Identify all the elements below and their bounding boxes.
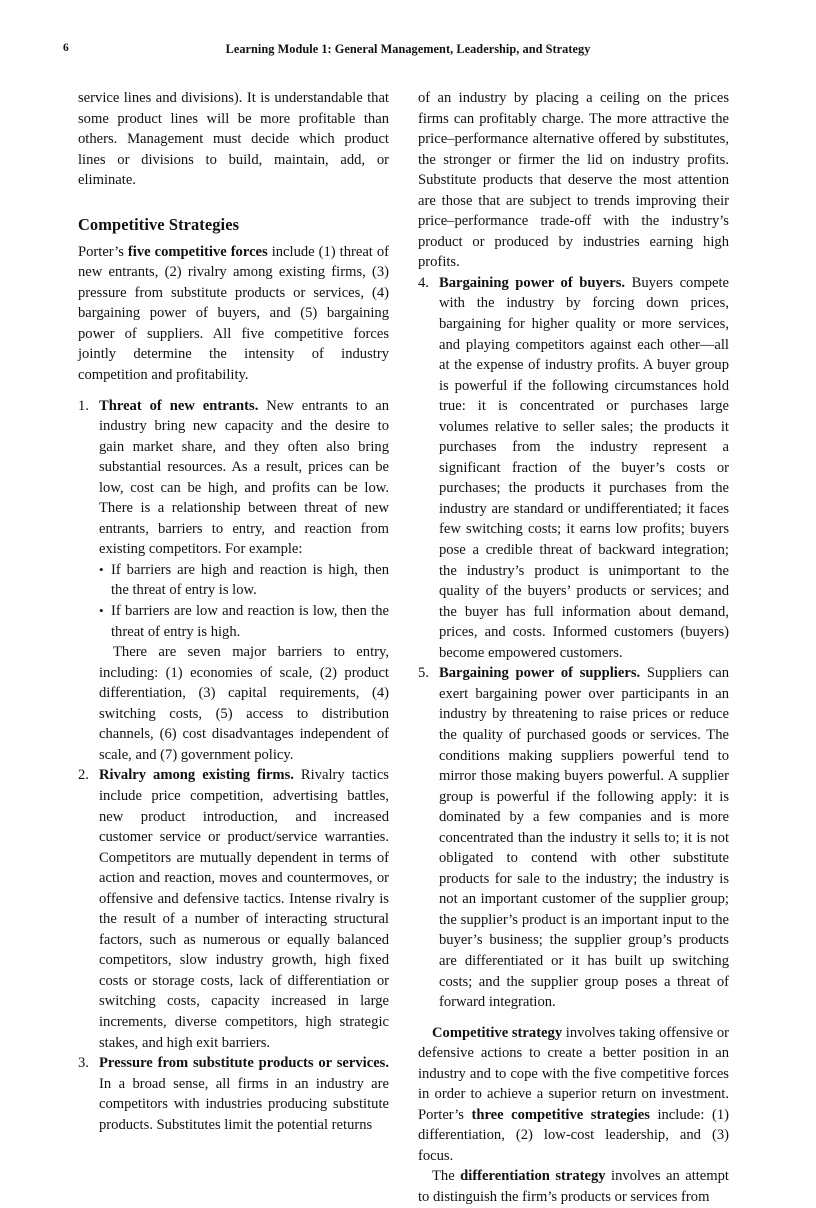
right-column [418, 88, 729, 1208]
bullet-icon: • [99, 603, 104, 619]
intro-bold-term: five competitive forces [127, 243, 268, 260]
running-head [63, 42, 753, 60]
list-item-body: Buyers compete with the industry by forcing down prices, bargaining for higher quality or more services, and playing competitors against each other—all at the expense of industry profits. A buyer group is powerful if the following circumstances hold true: it is concentrated or purchases large volumes relative to seller sales; the products it purchases from the industry represent a significant fraction of the buyer’s costs or purchases; the products it purchases from the industry are standard or undifferentiated; it faces few switching costs; it earns low profits; buyers pose a credible threat of backward integration; the industry’s product is unimportant to the quality of the buyers’ products or services; and the buyer has full information about demand, prices, and costs. Informed customers (buyers) become empowered customers. [439, 274, 729, 661]
list-item-number: 2. [78, 767, 89, 784]
list-item-text [439, 663, 729, 1012]
list-item-number: 3. [78, 1055, 89, 1072]
list-item-number: 5. [418, 665, 429, 682]
intro-paragraph [78, 242, 389, 386]
left-column [78, 88, 389, 1135]
running-head-title: Learning Module 1: General Management, Leadership, and Strategy [225, 42, 591, 56]
differentiation-term: differentiation strategy [460, 1168, 606, 1185]
list-item-text [99, 765, 389, 1053]
list-item-number: 4. [418, 274, 429, 291]
list-item-term: Threat of new entrants. [99, 397, 259, 414]
list-item-body: Rivalry tactics include price competition, advertising battles, new product introduction, and increased customer service or product/service warranties. Competitors are mutually dependent in terms of action and reaction, moves and countermoves, or offensive and defensive tactics. Intense rivalry is the result of a number of interacting structural factors, such as numerous or equally balanced competitors, slow industry growth, high fixed costs or storage costs, lack of differentiation or switching costs, capacity increased in large increments, diverse competitors, high strategic stakes, and high exit barriers. [99, 767, 389, 1051]
differentiation-text-a: The [432, 1168, 461, 1185]
list-item [418, 663, 729, 1012]
list-item-number: 1. [78, 397, 89, 414]
competitive-strategy-text-b: include: (1) differentiation, (2) low-cost leadership, and (3) focus. [418, 1106, 729, 1164]
list-item-body: Suppliers can exert bargaining power over participants in an industry by threatening to raise prices or reduce the quality of purchased goods or services. The conditions making suppliers powerful tend to mirror those making buyers powerful. A supplier group is powerful if the following apply: it is dominated by a few companies and is more concentrated than the industry it sells to; it is not obligated to contend with other substitute products for sale to the industry; the industry is not an important customer of the supplier group; the supplier’s product is an important input to the buyer’s business; the supplier group’s products are differentiated or it has built up switching costs; and the supplier group poses a threat of forward integration. [439, 665, 729, 1011]
bullet-text: If barriers are high and reaction is high, then the threat of entry is low. [111, 561, 389, 599]
list-item-body: New entrants to an industry bring new capacity and the desire to gain market share, and they often also bring substantial resources. As a result, prices can be low, cost can be high, and profits can be low. There is a relationship between threat of new entrants, barriers to entry, and reaction from existing competitors. For example: [99, 397, 389, 558]
differentiation-paragraph [418, 1166, 729, 1207]
five-forces-list-left [78, 396, 389, 1136]
list-item-term: Pressure from substitute products or services. [99, 1055, 389, 1072]
list-item-text [99, 396, 389, 560]
list-item-runon-paragraph: There are seven major barriers to entry, including: (1) economies of scale, (2) product differentiation, (3) capital requirements, (4) switching costs, (5) access to distribution channels, (6) cost disadvantages independent of scale, and (7) government policy. [99, 644, 389, 763]
competitive-strategy-term: Competitive strategy [432, 1024, 563, 1041]
sub-bullet-list [99, 560, 389, 642]
list-item [99, 560, 389, 601]
list-item [78, 765, 389, 1053]
bullet-text: If barriers are low and reaction is low, then the threat of entry is high. [111, 603, 389, 640]
list-item-term: Bargaining power of buyers. [439, 274, 626, 291]
differentiation-text-b: involves an attempt to distinguish the firm’s products or services from [418, 1168, 729, 1205]
intro-rest: include (1) threat of new entrants, (2) rivalry among existing firms, (3) pressure from substitute products or services, (4) bargaining power of buyers, and (5) bargaining power of suppliers. All five competitive forces jointly determine the intensity of industry competition and profitability. [78, 243, 389, 384]
list-item [418, 273, 729, 663]
list-item-body: In a broad sense, all firms in an industry are competitors with industries producing substitute products. Substitutes limit the potential returns [99, 1075, 389, 1133]
section-heading: Competitive Strategies [78, 214, 240, 234]
list-item-term: Bargaining power of suppliers. [439, 665, 641, 682]
competitive-strategy-text-a: involves taking offensive or defensive actions to create a better position in an industry and to cope with the five competitive forces in order to achieve a superior return on investment. Porter’s [418, 1024, 729, 1123]
five-forces-list-right [418, 273, 729, 1013]
continuation-paragraph: service lines and divisions). It is understandable that some product lines will be more profitable than others. Management must decide which product lines or divisions to build, maintain, add, or eliminate. [78, 90, 389, 189]
list-item-text [439, 273, 729, 663]
page-number: 6 [63, 42, 69, 54]
list-item [99, 601, 389, 642]
bullet-icon: • [99, 561, 104, 577]
list-item-term: Rivalry among existing firms. [99, 767, 294, 784]
continuation-paragraph: of an industry by placing a ceiling on the prices firms can profitably charge. The more attractive the price–performance alternative offered by substitutes, the stronger or firmer the lid on industry profits. Substitute products that deserve the most attention are those that are subject to trends improving their price–performance trade-off with the industry’s product or produced by industries earning high profits. [418, 90, 729, 271]
three-strategies-term: three competitive strategies [471, 1106, 650, 1123]
intro-lead: Porter’s [78, 243, 128, 260]
list-item [78, 396, 389, 766]
competitive-strategy-paragraph [418, 1023, 729, 1167]
